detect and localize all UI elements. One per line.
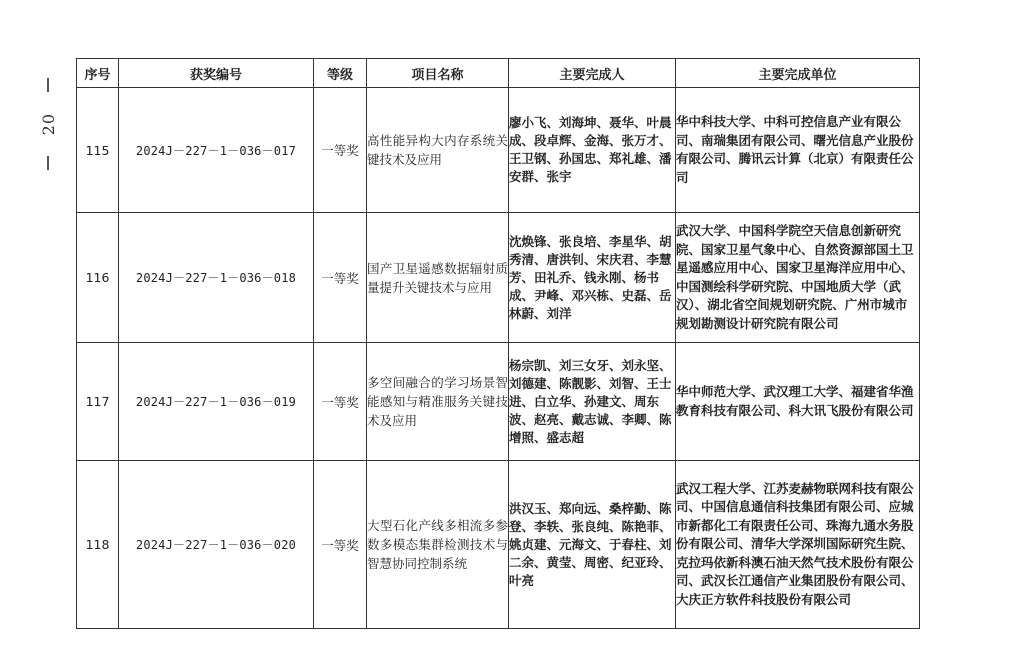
awards-table [76,58,920,629]
page-number-text: 20 [38,112,58,136]
cell-units: 华中科技大学、中科可控信息产业有限公司、南瑞集团有限公司、曙光信息产业股份有限公司、腾讯云计算（北京）有限责任公司 [676,88,920,213]
table-header-row [77,59,920,88]
header-award-no: 获奖编号 [119,59,314,88]
cell-seq: 118 [77,461,119,629]
cell-grade: 一等奖 [314,88,367,213]
page-number [28,78,68,170]
header-units: 主要完成单位 [676,59,920,88]
table-row [77,213,920,343]
cell-grade: 一等奖 [314,213,367,343]
cell-project: 大型石化产线多相流多参数多模态集群检测技术与智慧协同控制系统 [367,461,509,629]
cell-award-no: 2024J－227－1－036－018 [119,213,314,343]
cell-units: 武汉工程大学、江苏麦赫物联网科技有限公司、中国信息通信科技集团有限公司、应城市新都化工有限责任公司、珠海九通水务股份有限公司、清华大学深圳国际研究生院、克拉玛依新科澳石油天然气技术股份有限公司、武汉长江通信产业集团股份有限公司、大庆正方软件科技股份有限公司 [676,461,920,629]
page-number-dash-bottom [47,156,49,170]
page-number-dash-top [47,78,49,92]
cell-grade: 一等奖 [314,461,367,629]
cell-units: 武汉大学、中国科学院空天信息创新研究院、国家卫星气象中心、自然资源部国土卫星遥感应用中心、国家卫星海洋应用中心、中国测绘科学研究院、中国地质大学（武汉）、湖北省空间规划研究院、广州市城市规划勘测设计研究院有限公司 [676,213,920,343]
header-seq: 序号 [77,59,119,88]
cell-seq: 116 [77,213,119,343]
header-grade: 等级 [314,59,367,88]
table-row [77,343,920,461]
cell-award-no: 2024J－227－1－036－019 [119,343,314,461]
cell-persons: 沈焕锋、张良培、李星华、胡秀清、唐洪钊、宋庆君、李慧芳、田礼乔、钱永刚、杨书成、尹峰、邓兴栋、史磊、岳林蔚、刘洋 [509,213,676,343]
cell-units: 华中师范大学、武汉理工大学、福建省华渔教育科技有限公司、科大讯飞股份有限公司 [676,343,920,461]
cell-award-no: 2024J－227－1－036－020 [119,461,314,629]
header-persons: 主要完成人 [509,59,676,88]
table-row [77,461,920,629]
cell-persons: 杨宗凯、刘三女牙、刘永坚、刘德建、陈靓影、刘智、王士进、白立华、孙建文、周东波、赵亮、戴志诚、李卿、陈增照、盛志超 [509,343,676,461]
cell-persons: 洪汉玉、郑向远、桑梓勤、陈登、李轶、张良纯、陈艳菲、姚贞建、元海文、于春柱、刘二余、黄莹、周密、纪亚玲、叶亮 [509,461,676,629]
cell-award-no: 2024J－227－1－036－017 [119,88,314,213]
cell-grade: 一等奖 [314,343,367,461]
cell-seq: 115 [77,88,119,213]
header-project: 项目名称 [367,59,509,88]
cell-project: 高性能异构大内存系统关键技术及应用 [367,88,509,213]
cell-project: 国产卫星遥感数据辐射质量提升关键技术与应用 [367,213,509,343]
cell-persons: 廖小飞、刘海坤、聂华、叶晨成、段卓辉、金海、张万才、王卫钢、孙国忠、郑礼雄、潘安群、张宇 [509,88,676,213]
cell-seq: 117 [77,343,119,461]
cell-project: 多空间融合的学习场景智能感知与精准服务关键技术及应用 [367,343,509,461]
table-row [77,88,920,213]
